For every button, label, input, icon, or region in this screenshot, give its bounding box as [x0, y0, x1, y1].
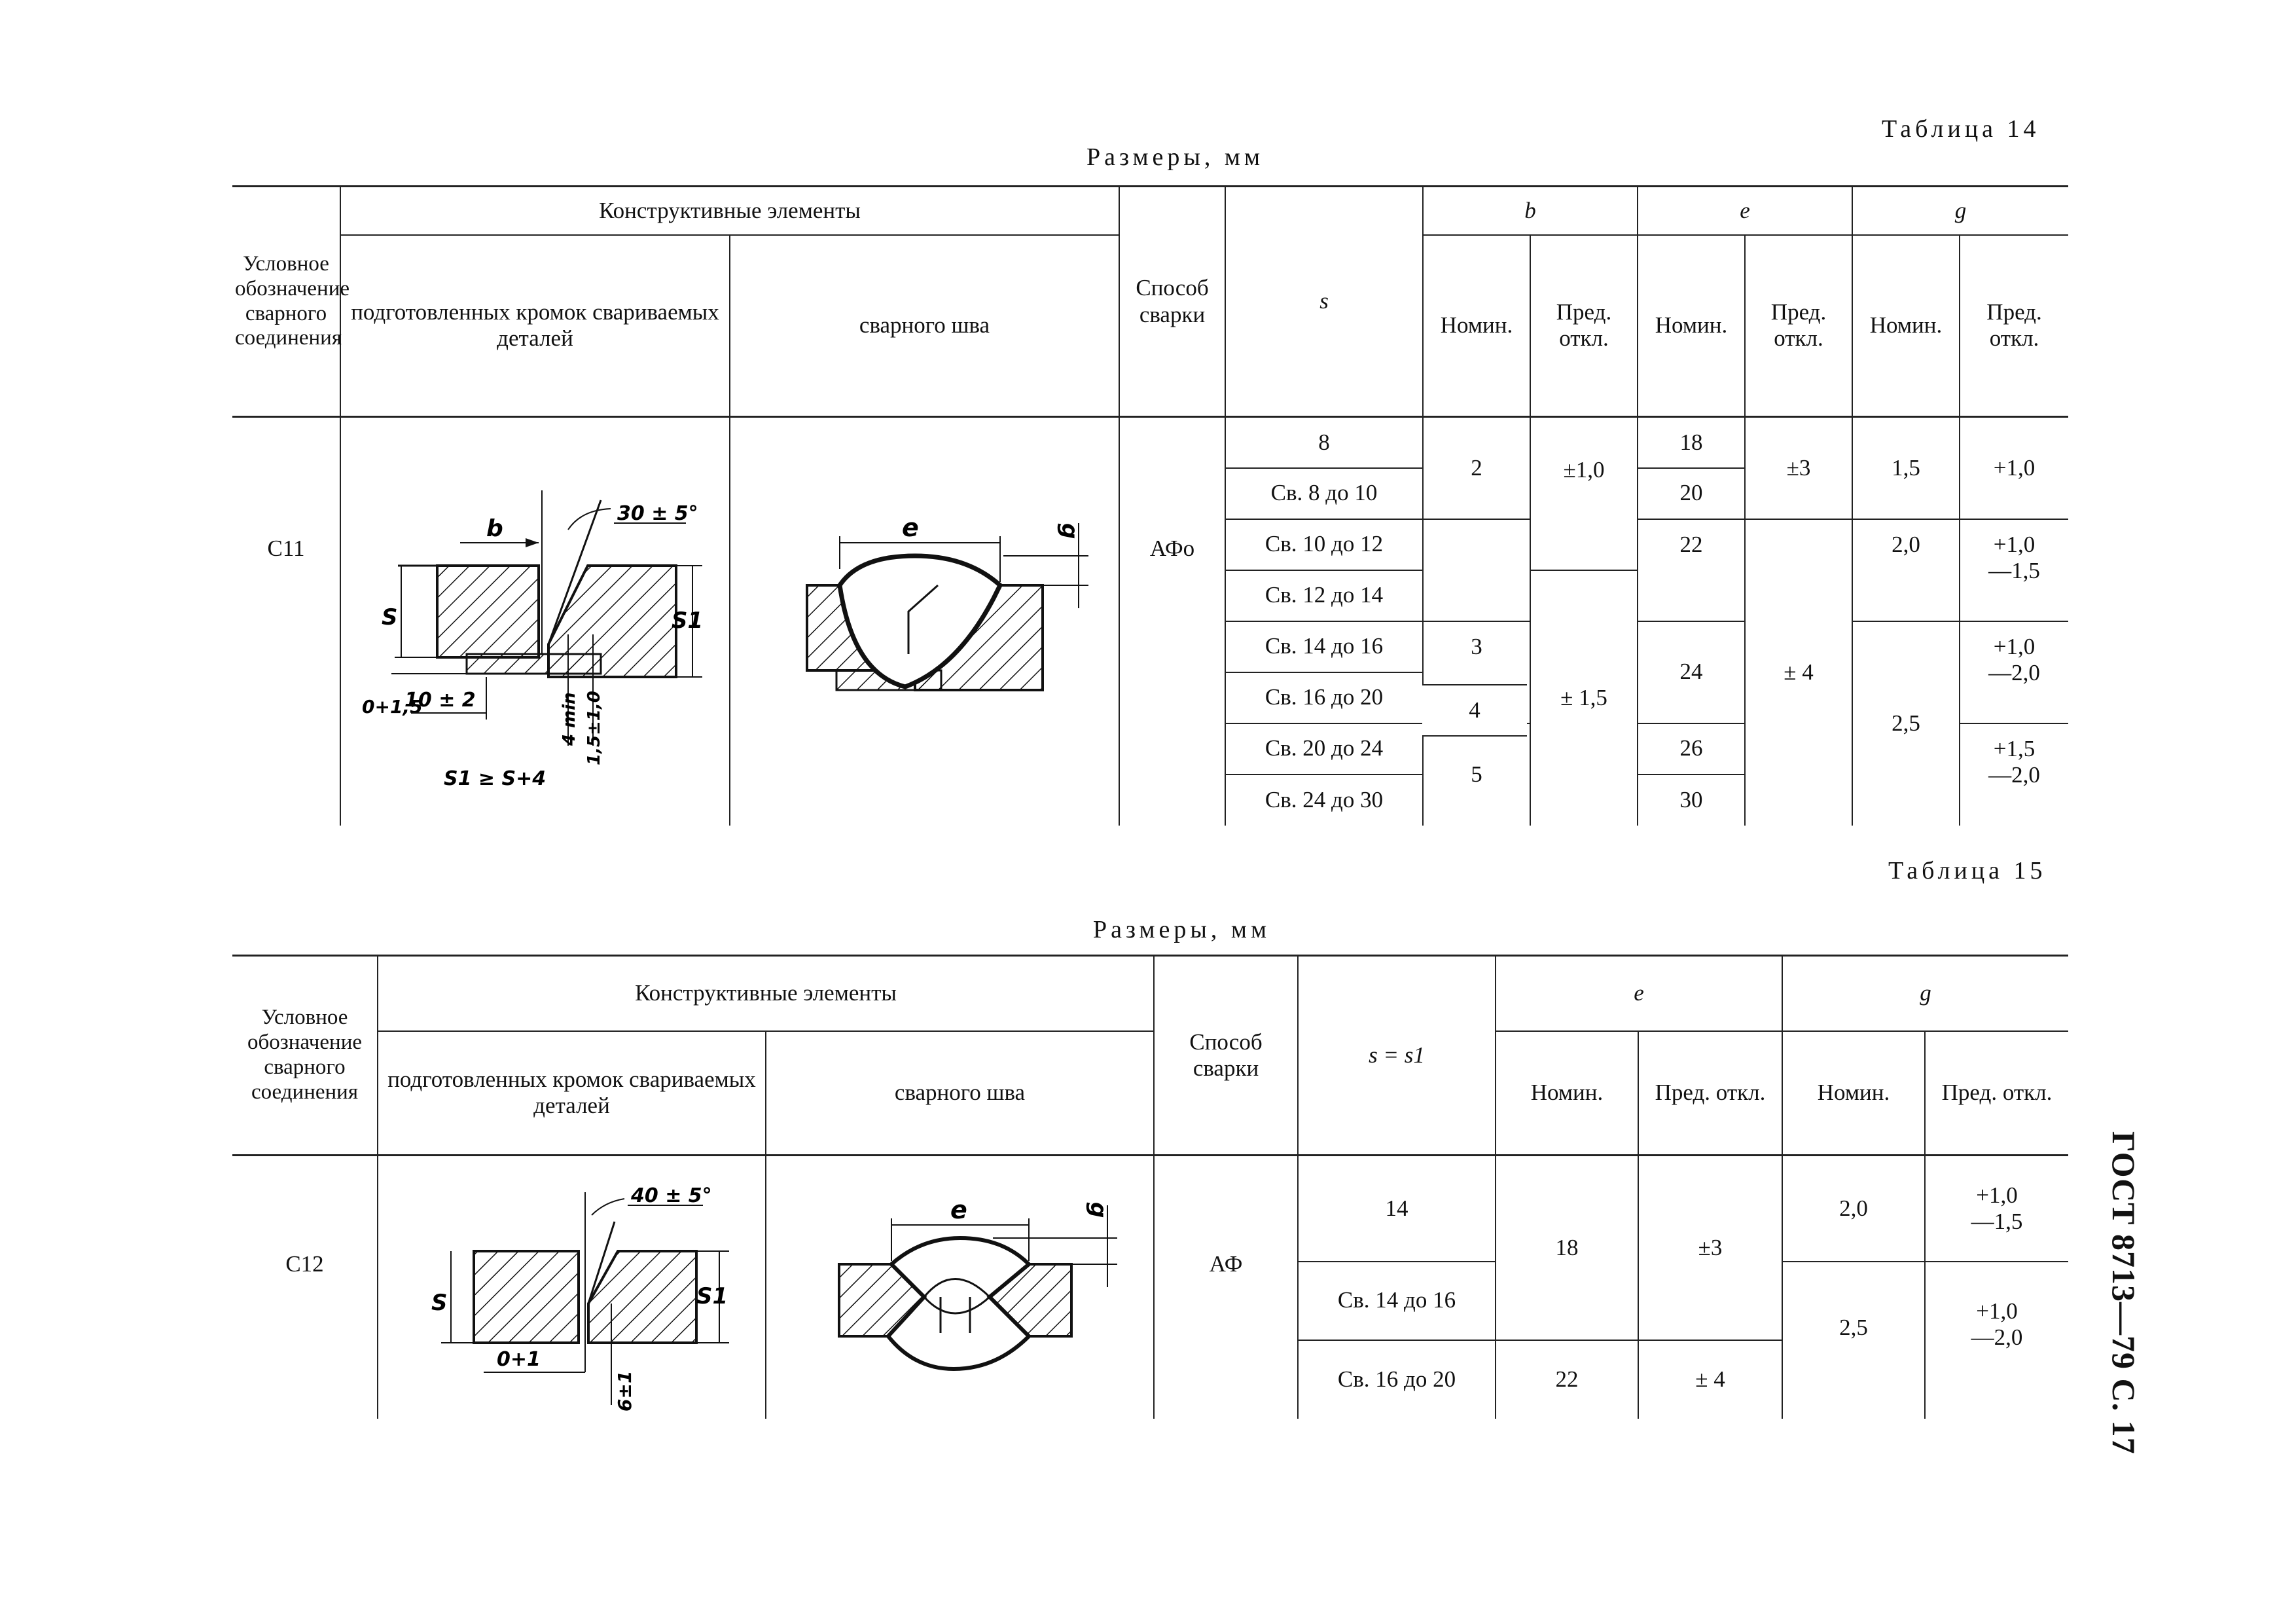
- table14-caption: Таблица 14: [1882, 115, 2040, 143]
- b-nom-empty: [1423, 519, 1530, 621]
- s-dim-label-15: S: [431, 1290, 447, 1317]
- e-nom-2: 20: [1638, 468, 1745, 519]
- prepared-edges-drawing: [340, 417, 730, 826]
- s15-row-2: Св. 14 до 16: [1298, 1262, 1496, 1340]
- gap-label: 0+1,5: [361, 696, 423, 718]
- e-nom-header-15: Номин.: [1496, 1031, 1638, 1156]
- b-dev-2: ± 1,5: [1530, 570, 1638, 826]
- s-row-2: Св. 8 до 10: [1225, 468, 1423, 519]
- g-label: g: [1056, 523, 1083, 539]
- prepared-edges-svg: [352, 438, 719, 805]
- e15-dev-1: ±3: [1638, 1156, 1782, 1340]
- b-dev-header: Пред. откл.: [1530, 235, 1638, 417]
- weld-seam-drawing: [730, 417, 1119, 826]
- ten-label: 10 ± 2: [404, 689, 476, 712]
- b-label: b: [486, 515, 503, 543]
- angle-label: 30 ± 5°: [617, 502, 698, 526]
- s-row-4: Св. 12 до 14: [1225, 570, 1423, 621]
- prepared-header: подготовленных кромок свариваемых деталей: [340, 235, 730, 417]
- g-nom-3: 2,5: [1852, 621, 1960, 826]
- side-document-label: ГОСТ 8713—79 С. 17: [2106, 1131, 2142, 1455]
- e15-nom-2: 22: [1496, 1340, 1638, 1419]
- welding-method-15: АФ: [1154, 1156, 1298, 1419]
- s1-dim-label: S1: [671, 608, 703, 634]
- s15-row-3: Св. 16 до 20: [1298, 1340, 1496, 1419]
- g-header-15: g: [1782, 956, 2068, 1031]
- e-nom-6: 30: [1638, 775, 1745, 826]
- g-label-15: g: [1085, 1202, 1111, 1218]
- g15-dev-1: +1,0 —1,5: [1925, 1156, 2068, 1262]
- s-header: s: [1225, 187, 1423, 417]
- s-row-3: Св. 10 до 12: [1225, 519, 1423, 570]
- e-nom-5: 26: [1638, 723, 1745, 775]
- e-label: e: [901, 513, 919, 543]
- elements-header: Конструктивные элементы: [340, 187, 1119, 235]
- relation-label: S1 ≥ S+4: [443, 767, 546, 791]
- s-row-8: Св. 24 до 30: [1225, 775, 1423, 826]
- s-row-6: Св. 16 до 20: [1225, 672, 1423, 723]
- joint-designation: С11: [232, 417, 340, 826]
- s-row-1: 8: [1225, 417, 1423, 468]
- table15-caption: Таблица 15: [1888, 857, 2047, 884]
- e-dev-1: ±3: [1745, 417, 1852, 519]
- method-header: Способ сварки: [1119, 187, 1225, 417]
- table14-units: Размеры, мм: [1086, 143, 1265, 171]
- g-dev-2: +1,0 —1,5: [1960, 519, 2068, 621]
- weld-seam-svg-15: [777, 1156, 1143, 1418]
- e-dev-header-15: Пред. откл.: [1638, 1031, 1782, 1156]
- g-dev-3: +1,0 —2,0: [1960, 621, 2068, 723]
- weld-seam-svg: [742, 438, 1108, 805]
- four-min-label: 4 min: [559, 692, 579, 746]
- g-dev-4: +1,5 —2,0: [1960, 723, 2068, 826]
- g-nom-2: 2,0: [1852, 519, 1960, 621]
- e15-nom-1: 18: [1496, 1156, 1638, 1340]
- prepared-header-15: подготовленных кромок свариваемых деталей: [378, 1031, 766, 1156]
- e-nom-1: 18: [1638, 417, 1745, 468]
- e-dev-header: Пред. откл.: [1745, 235, 1852, 417]
- b-header: b: [1423, 187, 1638, 235]
- angle-label-15: 40 ± 5°: [630, 1184, 712, 1208]
- elements-header-15: Конструктивные элементы: [378, 956, 1154, 1031]
- g-dev-header: Пред. откл.: [1960, 235, 2068, 417]
- b-nom-4: 4: [1422, 684, 1527, 737]
- e-nom-3: 22: [1638, 519, 1745, 621]
- g-nom-1: 1,5: [1852, 417, 1960, 519]
- joint-designation-15: С12: [232, 1156, 378, 1419]
- table15-units: Размеры, мм: [1093, 916, 1271, 943]
- s15-row-1: 14: [1298, 1156, 1496, 1262]
- method-header-15: Способ сварки: [1154, 956, 1298, 1156]
- g15-dev-2: +1,0 —2,0: [1925, 1262, 2068, 1419]
- six-label-15: 6±1: [613, 1370, 636, 1412]
- e-nom-header: Номин.: [1638, 235, 1745, 417]
- g15-nom-2: 2,5: [1782, 1262, 1925, 1419]
- g-nom-header: Номин.: [1852, 235, 1960, 417]
- weld-header-15: сварного шва: [766, 1031, 1154, 1156]
- table15: [232, 955, 2068, 1419]
- b-nom-3: 5: [1423, 723, 1530, 826]
- prepared-edges-drawing-15: [378, 1156, 766, 1419]
- e-dev-2: ± 4: [1745, 519, 1852, 826]
- b-nom-2: 3: [1423, 621, 1530, 723]
- g-header: g: [1852, 187, 2068, 235]
- b-nom-1: 2: [1423, 417, 1530, 519]
- designation-header: Условное обозначение сварного соединения: [232, 187, 340, 417]
- g15-nom-1: 2,0: [1782, 1156, 1925, 1262]
- s-dim-label: S: [381, 604, 397, 631]
- one-five-label: 1,5±1,0: [584, 691, 604, 766]
- e-header-15: e: [1496, 956, 1782, 1031]
- e-nom-4: 24: [1638, 621, 1745, 723]
- welding-method: АФо: [1119, 417, 1225, 826]
- s1-dim-label-15: S1: [696, 1283, 728, 1310]
- prepared-edges-svg-15: [389, 1156, 755, 1418]
- s-row-7: Св. 20 до 24: [1225, 723, 1423, 775]
- g-nom-header-15: Номин.: [1782, 1031, 1925, 1156]
- table14: [232, 185, 2068, 826]
- s-header-15: s = s1: [1298, 956, 1496, 1156]
- designation-header-15: Условное обозначение сварного соединения: [232, 956, 378, 1156]
- e-header: e: [1638, 187, 1852, 235]
- weld-seam-drawing-15: [766, 1156, 1154, 1419]
- s-row-5: Св. 14 до 16: [1225, 621, 1423, 672]
- gap-label-15: 0+1: [496, 1348, 541, 1372]
- g-dev-header-15: Пред. откл.: [1925, 1031, 2068, 1156]
- weld-header: сварного шва: [730, 235, 1119, 417]
- g-dev-1: +1,0: [1960, 417, 2068, 519]
- b-dev-1: ±1,0: [1530, 417, 1638, 570]
- e-label-15: e: [950, 1195, 967, 1225]
- b-nom-header: Номин.: [1423, 235, 1530, 417]
- e15-dev-2: ± 4: [1638, 1340, 1782, 1419]
